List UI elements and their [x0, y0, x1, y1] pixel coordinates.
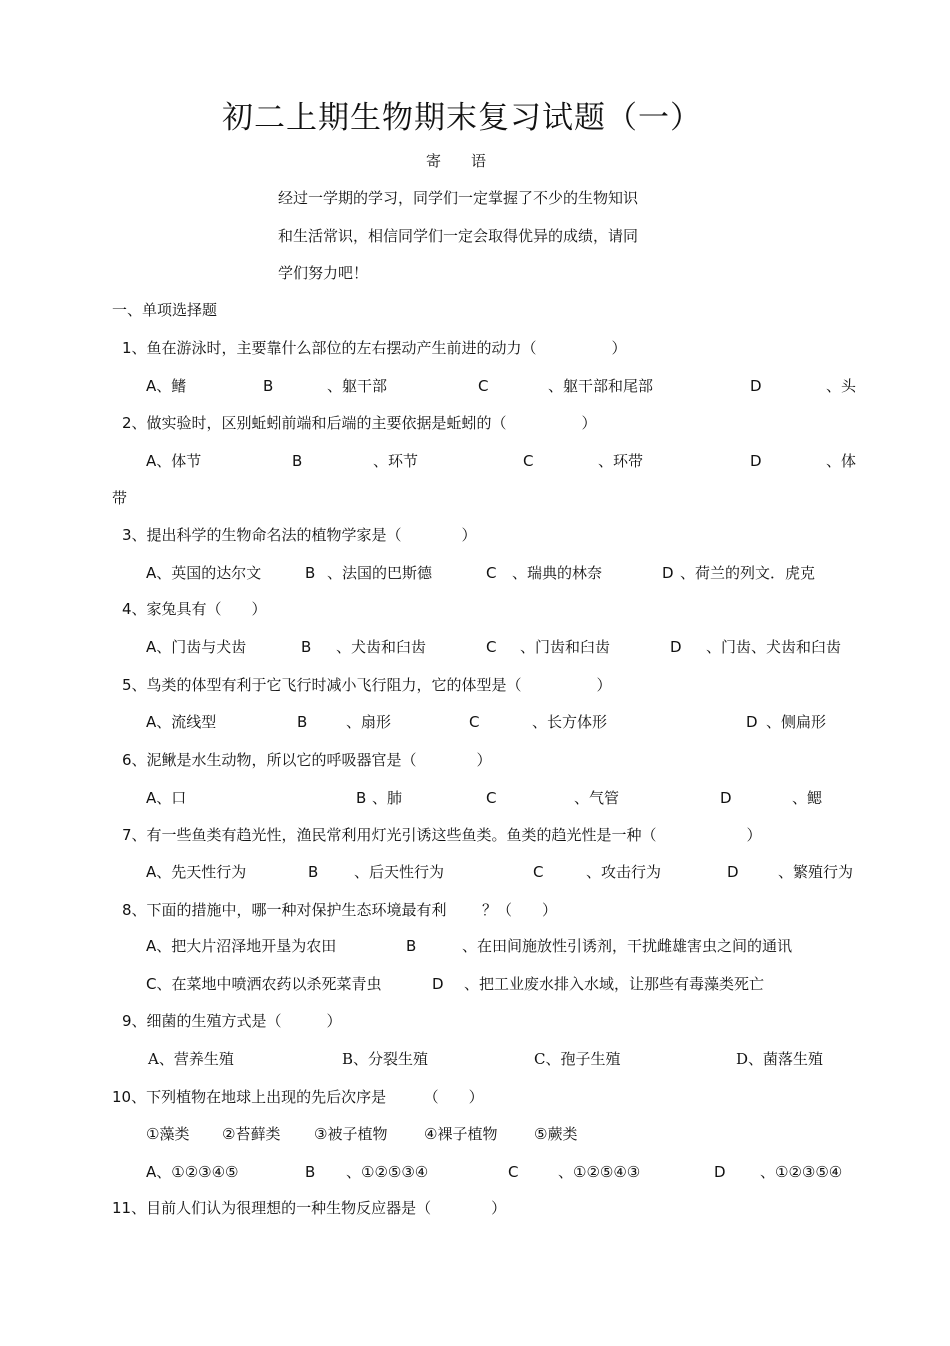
- option: 、①②⑤③④: [346, 1163, 429, 1181]
- question-stem: 5、鸟类的体型有利于它飞行时减小飞行阻力，它的体型是（ ）: [122, 676, 612, 694]
- option: 、环节: [373, 452, 419, 470]
- option-letter: D: [714, 1163, 726, 1181]
- option: 、法国的巴斯德: [327, 564, 433, 582]
- option-letter: D: [662, 564, 674, 582]
- sequence-item: ③被子植物: [314, 1125, 388, 1143]
- option-letter: C: [486, 564, 497, 582]
- option: A、营养生殖: [148, 1050, 234, 1068]
- option-letter: C: [469, 713, 480, 731]
- preface-line: 学们努力吧！: [278, 264, 369, 282]
- option: 、犬齿和臼齿: [336, 638, 427, 656]
- option-letter: D: [727, 863, 739, 881]
- option: 、瑞典的林奈: [512, 564, 603, 582]
- option-letter: D: [432, 975, 444, 993]
- option: A、鳍: [146, 377, 187, 395]
- question-stem: 3、提出科学的生物命名法的植物学家是（ ）: [122, 526, 477, 544]
- option: 、躯干部: [327, 377, 388, 395]
- option-letter: D: [720, 789, 732, 807]
- option: 、体: [826, 452, 857, 470]
- sequence-item: ①藻类: [146, 1125, 190, 1143]
- option-letter: B: [356, 789, 367, 807]
- option-letter: B: [406, 937, 417, 955]
- question-stem: 6、泥鳅是水生动物，所以它的呼吸器官是（ ）: [122, 751, 492, 769]
- option-letter: B: [301, 638, 312, 656]
- option-letter: B: [263, 377, 274, 395]
- option: 、攻击行为: [586, 863, 662, 881]
- option: C、在菜地中喷洒农药以杀死菜青虫: [146, 975, 382, 993]
- sequence-item: ⑤蕨类: [534, 1125, 578, 1143]
- option: A、口: [146, 789, 187, 807]
- option: 、扇形: [346, 713, 392, 731]
- option-letter: D: [670, 638, 682, 656]
- option: 、①②③⑤④: [760, 1163, 843, 1181]
- question-stem: 7、有一些鱼类有趋光性，渔民常利用灯光引诱这些鱼类。鱼类的趋光性是一种（ ）: [122, 826, 762, 844]
- option: 、①②⑤④③: [558, 1163, 641, 1181]
- option: 、门齿、犬齿和臼齿: [706, 638, 842, 656]
- option: 、头: [826, 377, 857, 395]
- option: 、在田间施放性引诱剂，干扰雌雄害虫之间的通讯: [462, 937, 793, 955]
- option: 、气管: [574, 789, 620, 807]
- option-wrap: 带: [112, 489, 128, 507]
- preface-heading: 寄 语: [426, 152, 487, 170]
- option-letter: B: [305, 564, 316, 582]
- option: 、荷兰的列文．虎克: [680, 564, 816, 582]
- option-letter: C: [508, 1163, 519, 1181]
- option: 、侧扁形: [766, 713, 827, 731]
- option: 、把工业废水排入水域，让那些有毒藻类死亡: [464, 975, 765, 993]
- option: A、门齿与犬齿: [146, 638, 247, 656]
- option: 、肺: [372, 789, 403, 807]
- preface-line: 和生活常识，相信同学们一定会取得优异的成绩，请同: [278, 227, 639, 245]
- option: B、分裂生殖: [342, 1050, 429, 1068]
- option-letter: C: [523, 452, 534, 470]
- question-stem-end: ？（ ）: [482, 901, 558, 919]
- option-letter: B: [297, 713, 308, 731]
- option: 、环带: [598, 452, 644, 470]
- option: 、长方体形: [532, 713, 608, 731]
- option: D、菌落生殖: [736, 1050, 824, 1068]
- question-stem: 11、目前人们认为很理想的一种生物反应器是（ ）: [112, 1199, 507, 1217]
- option: A、①②③④⑤: [146, 1163, 239, 1181]
- question-stem: 8、下面的措施中，哪一种对保护生态环境最有利: [122, 901, 447, 919]
- option-letter: C: [486, 789, 497, 807]
- option-letter: B: [308, 863, 319, 881]
- option-letter: B: [305, 1163, 316, 1181]
- preface-line: 经过一学期的学习，同学们一定掌握了不少的生物知识: [278, 189, 639, 207]
- option-letter: C: [478, 377, 489, 395]
- question-stem: 1、鱼在游泳时，主要靠什么部位的左右摆动产生前进的动力（ ）: [122, 339, 627, 357]
- option: A、英国的达尔文: [146, 564, 262, 582]
- sequence-item: ②苔藓类: [222, 1125, 281, 1143]
- option-letter: C: [533, 863, 544, 881]
- option-letter: D: [750, 377, 762, 395]
- option: 、后天性行为: [354, 863, 445, 881]
- option: 、鳃: [792, 789, 823, 807]
- option: 、繁殖行为: [778, 863, 854, 881]
- option-letter: D: [746, 713, 758, 731]
- question-stem: 10、下列植物在地球上出现的先后次序是 （ ）: [112, 1088, 484, 1106]
- option: 、躯干部和尾部: [548, 377, 654, 395]
- option: C、孢子生殖: [534, 1050, 621, 1068]
- option-letter: B: [292, 452, 303, 470]
- question-stem: 2、做实验时，区别蚯蚓前端和后端的主要依据是蚯蚓的（ ）: [122, 414, 597, 432]
- option: A、体节: [146, 452, 202, 470]
- option: A、先天性行为: [146, 863, 247, 881]
- option: A、流线型: [146, 713, 217, 731]
- option-letter: D: [750, 452, 762, 470]
- option-letter: C: [486, 638, 497, 656]
- option: 、门齿和臼齿: [520, 638, 611, 656]
- question-stem: 9、细菌的生殖方式是（ ）: [122, 1012, 342, 1030]
- section-title: 一、单项选择题: [112, 301, 218, 319]
- page-title: 初二上期生物期末复习试题（一）: [222, 100, 702, 136]
- question-stem: 4、家兔具有（ ）: [122, 600, 267, 618]
- sequence-item: ④裸子植物: [424, 1125, 498, 1143]
- option: A、把大片沼泽地开垦为农田: [146, 937, 337, 955]
